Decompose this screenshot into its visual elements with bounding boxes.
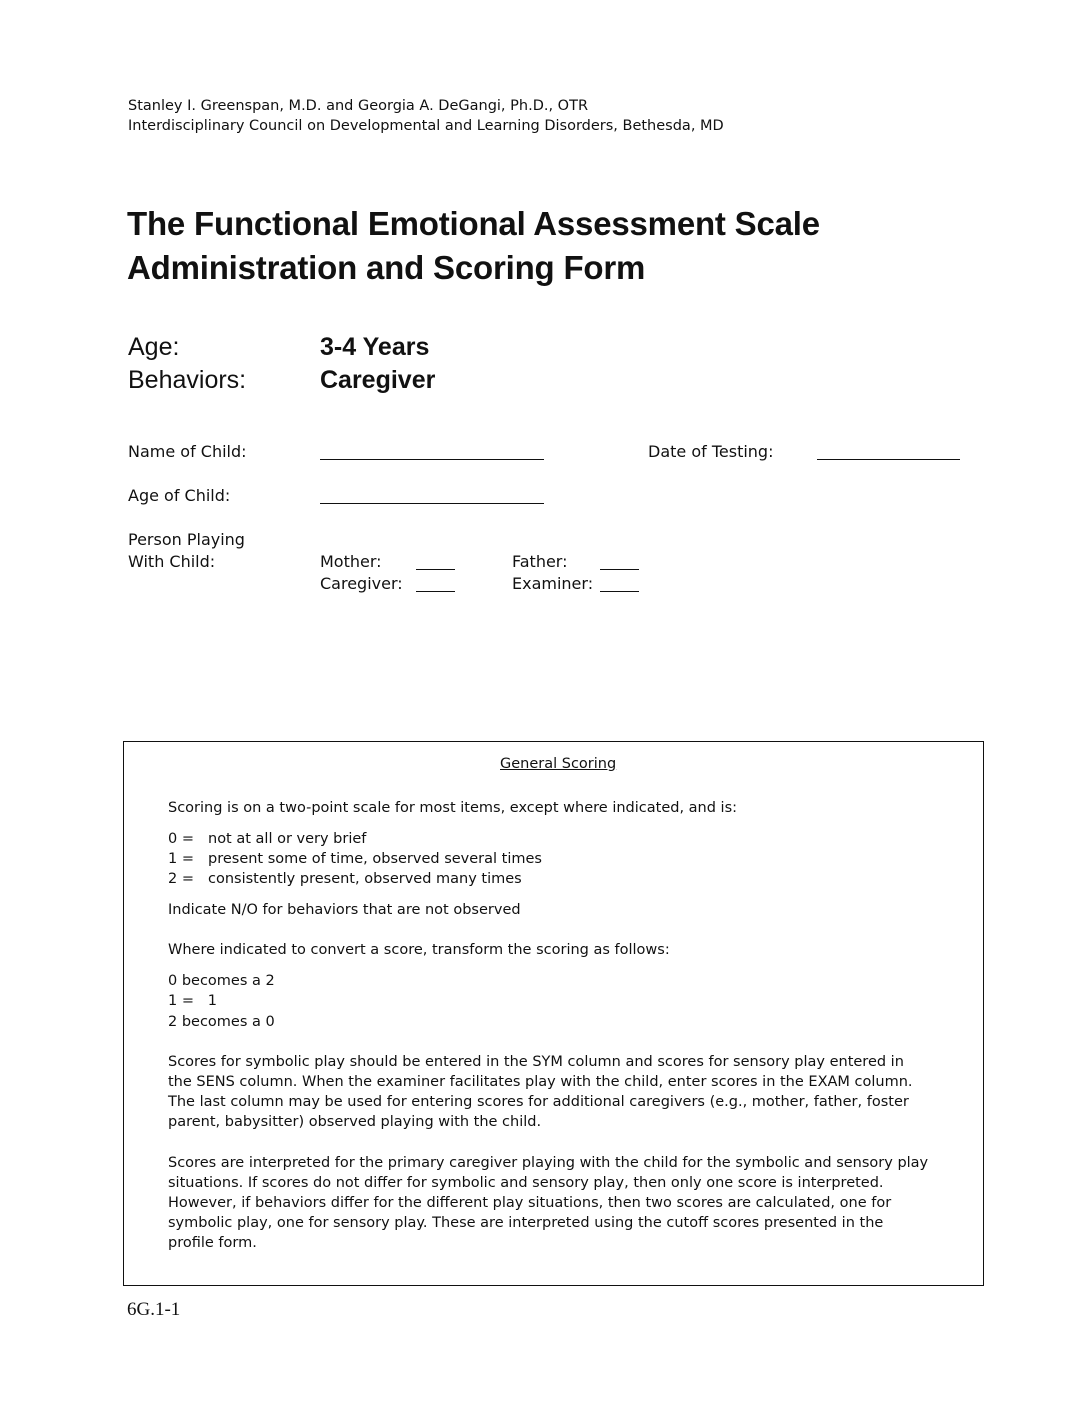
- paragraph-line: parent, babysitter) observed playing with the child.: [168, 1114, 542, 1130]
- age-of-child-label: Age of Child:: [128, 486, 231, 505]
- organization-line: Interdisciplinary Council on Developmental and Learning Disorders, Bethesda, MD: [128, 118, 724, 134]
- paragraph-line: However, if behaviors differ for the different play situations, then two scores are calculated, one for: [168, 1195, 892, 1211]
- with-child-label: With Child:: [128, 552, 216, 571]
- scale-item: [168, 849, 542, 869]
- scoring-intro: Scoring is on a two-point scale for most items, except where indicated, and is:: [168, 800, 738, 816]
- scale-number: 0 =: [168, 831, 194, 847]
- date-of-testing-label: Date of Testing:: [648, 442, 774, 461]
- scale-number: 1 =: [168, 851, 194, 867]
- mother-field[interactable]: [416, 569, 455, 570]
- paragraph-line: The last column may be used for entering scores for additional caregivers (e.g., mother, father, foster: [168, 1094, 909, 1110]
- not-observed-note: Indicate N/O for behaviors that are not observed: [168, 902, 521, 918]
- examiner-field[interactable]: [600, 591, 639, 592]
- paragraph-line: Scores for symbolic play should be entered in the SYM column and scores for sensory play entered in: [168, 1054, 904, 1070]
- scale-text: present some of time, observed several times: [208, 851, 542, 867]
- examiner-label: Examiner:: [512, 574, 594, 593]
- author-line: Stanley I. Greenspan, M.D. and Georgia A. DeGangi, Ph.D., OTR: [128, 98, 589, 114]
- name-of-child-field[interactable]: [320, 459, 544, 460]
- scale-text: consistently present, observed many times: [208, 871, 522, 887]
- scale-item: [168, 869, 522, 889]
- behaviors-value: Caregiver: [320, 366, 436, 394]
- caregiver-field[interactable]: [416, 591, 455, 592]
- paragraph-line: symbolic play, one for sensory play. These are interpreted using the cutoff scores presented in the: [168, 1215, 884, 1231]
- age-value: 3-4 Years: [320, 333, 430, 361]
- page-title: The Functional Emotional Assessment Scale: [127, 205, 820, 242]
- age-of-child-field[interactable]: [320, 503, 544, 504]
- page-number: 6G.1-1: [127, 1299, 181, 1320]
- page-subtitle: Administration and Scoring Form: [127, 249, 646, 286]
- scale-number: 2 =: [168, 871, 194, 887]
- age-label: Age:: [128, 333, 180, 361]
- convert-rule: 0 becomes a 2: [168, 973, 275, 989]
- convert-rule: 2 becomes a 0: [168, 1014, 275, 1030]
- convert-intro: Where indicated to convert a score, transform the scoring as follows:: [168, 942, 670, 958]
- name-of-child-label: Name of Child:: [128, 442, 247, 461]
- behaviors-label: Behaviors:: [128, 366, 247, 394]
- paragraph-line: Scores are interpreted for the primary caregiver playing with the child for the symbolic and sensory play: [168, 1155, 929, 1171]
- paragraph-line: profile form.: [168, 1235, 257, 1251]
- general-scoring-heading: General Scoring: [500, 756, 617, 772]
- date-of-testing-field[interactable]: [817, 459, 960, 460]
- scale-item: [168, 829, 366, 849]
- person-playing-label: Person Playing: [128, 530, 245, 549]
- paragraph-line: situations. If scores do not differ for symbolic and sensory play, then only one score is interpreted.: [168, 1175, 884, 1191]
- mother-label: Mother:: [320, 552, 382, 571]
- convert-rule: 1 = 1: [168, 993, 218, 1009]
- father-field[interactable]: [600, 569, 639, 570]
- caregiver-label: Caregiver:: [320, 574, 403, 593]
- scale-text: not at all or very brief: [208, 831, 367, 847]
- paragraph-line: the SENS column. When the examiner facilitates play with the child, enter scores in the EXAM column.: [168, 1074, 913, 1090]
- father-label: Father:: [512, 552, 568, 571]
